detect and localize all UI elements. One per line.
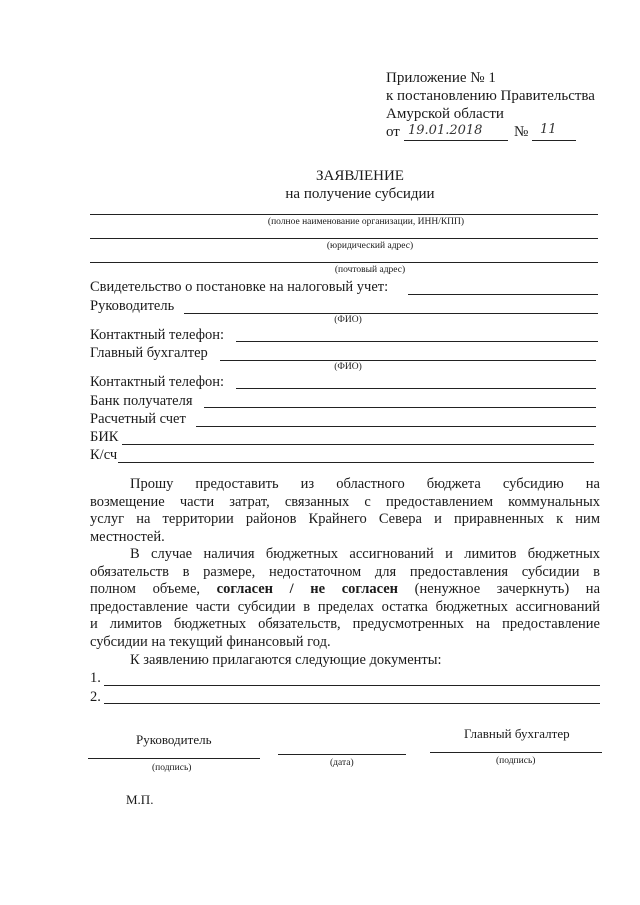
director-label: Руководитель: [90, 298, 175, 314]
appendix-number-prefix: №: [514, 124, 529, 140]
hint-fio2: (ФИО): [334, 362, 362, 372]
phone2-line[interactable]: [236, 388, 596, 389]
p2-line5: и лимитов бюджетных обязательств, предусмотренных на предоставление: [90, 616, 600, 632]
phone1-line[interactable]: [236, 341, 598, 342]
bank-line[interactable]: [204, 407, 596, 408]
chief-signature-label: Главный бухгалтер: [464, 726, 570, 741]
attachment-item1-line[interactable]: [104, 685, 600, 686]
p1-line3: услуг на территории районов Крайнего Севера и приравненных к ним: [90, 511, 600, 527]
bik-line[interactable]: [122, 444, 594, 445]
hint-legal-address: (юридический адрес): [326, 241, 414, 251]
phone1-label: Контактный телефон:: [90, 327, 225, 343]
p1-line1: Прошу предоставить из областного бюджета субсидию на: [130, 476, 600, 492]
director-signature-line[interactable]: [88, 758, 260, 759]
appendix-line1: Приложение № 1: [386, 70, 496, 86]
stamp-place: М.П.: [126, 792, 154, 807]
hint-fio1: (ФИО): [334, 315, 362, 325]
postal-address-line[interactable]: [90, 262, 598, 263]
appendix-date-value: 19.01.2018: [408, 123, 483, 138]
attachment-item2-number: 2.: [90, 689, 101, 705]
corr-label: К/сч: [90, 447, 118, 463]
p2-line4: предоставление части субсидии в пределах остатка бюджетных ассигнований: [90, 598, 600, 615]
number-underline: [532, 140, 576, 141]
tax-certificate-label: Свидетельство о постановке на налоговый учет:: [90, 279, 389, 295]
hint-postal-address: (почтовый адрес): [334, 265, 406, 275]
paragraph-request: [90, 476, 600, 546]
chief-accountant-label: Главный бухгалтер: [90, 345, 208, 361]
attachment-item2-line[interactable]: [104, 703, 600, 704]
p2-line2: обязательств в размере, недостаточном для предоставления субсидии в: [90, 563, 600, 580]
appendix-number-value: 11: [540, 122, 557, 137]
paragraph-conditions: [90, 546, 600, 651]
date-underline: [404, 140, 508, 141]
chief-accountant-line[interactable]: [220, 360, 596, 361]
tax-certificate-line[interactable]: [408, 294, 598, 295]
appendix-date-prefix: от: [386, 124, 400, 140]
appendix-line3: Амурской области: [386, 106, 504, 122]
p1-line4: местностей.: [90, 528, 165, 545]
account-label: Расчетный счет: [90, 411, 186, 427]
hint-sign2: (подпись): [496, 756, 536, 766]
p2-line1: В случае наличия бюджетных ассигнований и лимитов бюджетных: [130, 546, 600, 562]
attachments-intro: К заявлению прилагаются следующие документы:: [130, 652, 442, 668]
director-signature-label: Руководитель: [136, 732, 212, 747]
p2-line6: субсидии на текущий финансовый год.: [90, 633, 331, 650]
director-line[interactable]: [184, 313, 598, 314]
page-title: ЗАЯВЛЕНИЕ: [316, 168, 404, 184]
phone2-label: Контактный телефон:: [90, 374, 225, 390]
org-name-line[interactable]: [90, 214, 598, 215]
attachment-item1-number: 1.: [90, 670, 101, 686]
p2-line3-post: (ненужное зачеркнуть) на: [414, 581, 601, 597]
corr-line[interactable]: [118, 462, 594, 463]
legal-address-line[interactable]: [90, 238, 598, 239]
p1-line2: возмещение части затрат, связанных с предоставлением коммунальных: [90, 493, 600, 510]
p2-line3: [90, 581, 600, 599]
chief-signature-line[interactable]: [430, 752, 602, 753]
account-line[interactable]: [196, 426, 596, 427]
p2-line3-pre: полном объеме,: [90, 581, 201, 597]
consent-choice[interactable]: согласен / не согласен: [216, 581, 399, 597]
hint-org: (полное наименование организации, ИНН/КПП): [267, 217, 465, 227]
appendix-line2: к постановлению Правительства: [386, 88, 595, 104]
page-subtitle: на получение субсидии: [285, 186, 435, 202]
bank-label: Банк получателя: [90, 393, 193, 409]
hint-sign1: (подпись): [152, 763, 192, 773]
date-signature-line[interactable]: [278, 754, 406, 755]
hint-date: (дата): [330, 758, 354, 768]
bik-label: БИК: [90, 429, 119, 445]
